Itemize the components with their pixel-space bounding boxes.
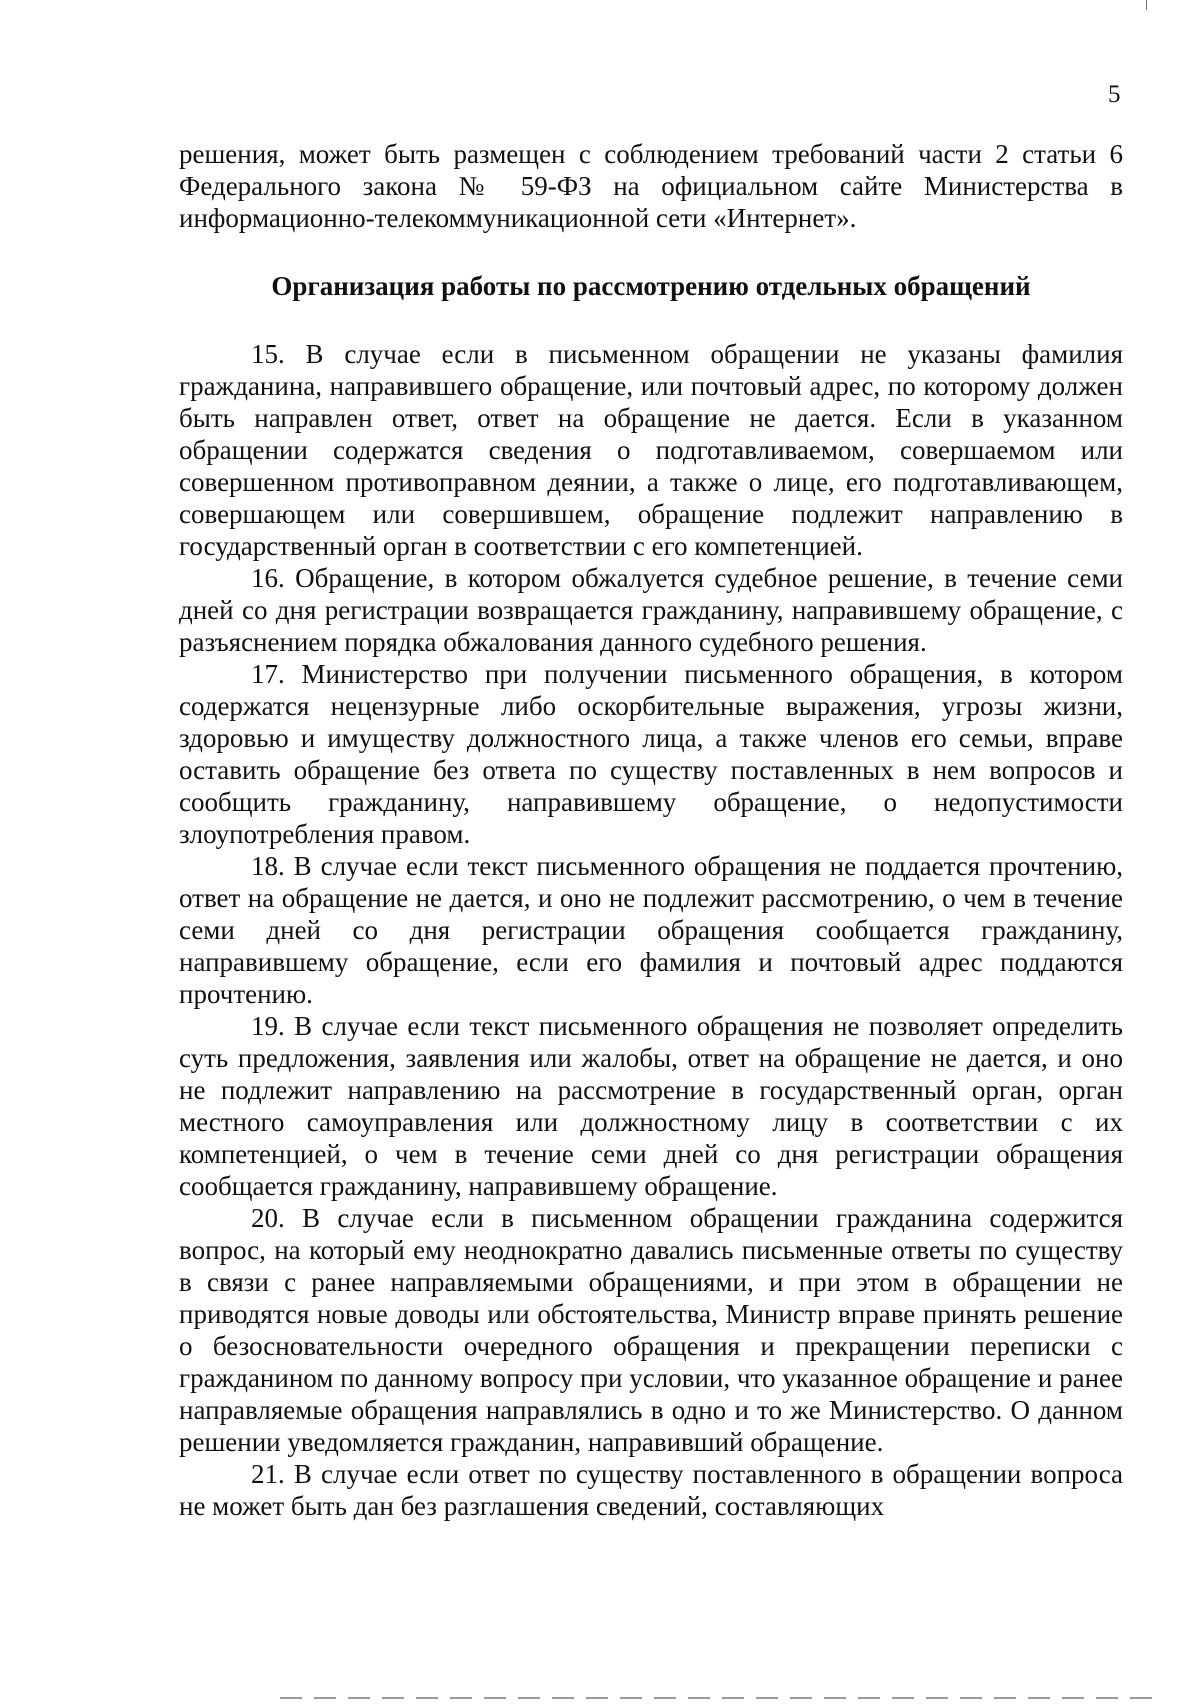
scan-bottom-line bbox=[280, 1697, 1160, 1699]
intro-paragraph: решения, может быть размещен с соблюдением требований части 2 статьи 6 Федерального закона № 59-ФЗ на официальном сайте Министерства в информационно-телекоммуникационной сети «Интернет». bbox=[179, 139, 1123, 233]
scan-edge-mark bbox=[1146, 0, 1147, 10]
paragraph-17: 17. Министерство при получении письменного обращения, в котором содержатся нецензурные либо оскорбительные выражения, угрозы жизни, здоровью и имуществу должностного лица, а также членов его семьи, вправе оставить обращение без ответа по существу поставленных в нем вопросов и сообщить гражданину, направившему обращение, о недопустимости злоупотребления правом. bbox=[179, 659, 1123, 849]
paragraph-15: 15. В случае если в письменном обращении не указаны фамилия гражданина, направившего обращение, или почтовый адрес, по которому должен быть направлен ответ, ответ на обращение не дается. Если в указанном обращении содержатся сведения о подготавливаемом, совершаемом или совершенном противоправном деянии, а также о лице, его подготавливающем, совершающем или совершившем, обращение подлежит направлению в государственный орган в соответствии с его компетенцией. bbox=[179, 339, 1123, 561]
paragraph-21: 21. В случае если ответ по существу поставленного в обращении вопроса не может быть дан без разглашения сведений, составляющих bbox=[179, 1459, 1123, 1521]
page-number: 5 bbox=[1108, 81, 1121, 108]
paragraph-16: 16. Обращение, в котором обжалуется судебное решение, в течение семи дней со дня регистрации возвращается гражданину, направившему обращение, с разъяснением порядка обжалования данного судебного решения. bbox=[179, 563, 1123, 657]
paragraph-18: 18. В случае если текст письменного обращения не поддается прочтению, ответ на обращение не дается, и оно не подлежит рассмотрению, о чем в течение семи дней со дня регистрации обращения сообщается гражданину, направившему обращение, если его фамилия и почтовый адрес поддаются прочтению. bbox=[179, 851, 1123, 1009]
section-heading: Организация работы по рассмотрению отдельных обращений bbox=[271, 271, 1031, 301]
paragraph-19: 19. В случае если текст письменного обращения не позволяет определить суть предложения, заявления или жалобы, ответ на обращение не дается, и оно не подлежит направлению на рассмотрение в государственный орган, орган местного самоуправления или должностному лицу в соответствии с их компетенцией, о чем в течение семи дней со дня регистрации обращения сообщается гражданину, направившему обращение. bbox=[179, 1011, 1123, 1201]
document-body bbox=[179, 138, 1123, 1522]
paragraph-20: 20. В случае если в письменном обращении гражданина содержится вопрос, на который ему неоднократно давались письменные ответы по существу в связи с ранее направляемыми обращениями, и при этом в обращении не приводятся новые доводы или обстоятельства, Министр вправе принять решение о безосновательности очередного обращения и прекращении переписки с гражданином по данному вопросу при условии, что указанное обращение и ранее направляемые обращения направлялись в одно и то же Министерство. О данном решении уведомляется гражданин, направивший обращение. bbox=[179, 1203, 1123, 1457]
